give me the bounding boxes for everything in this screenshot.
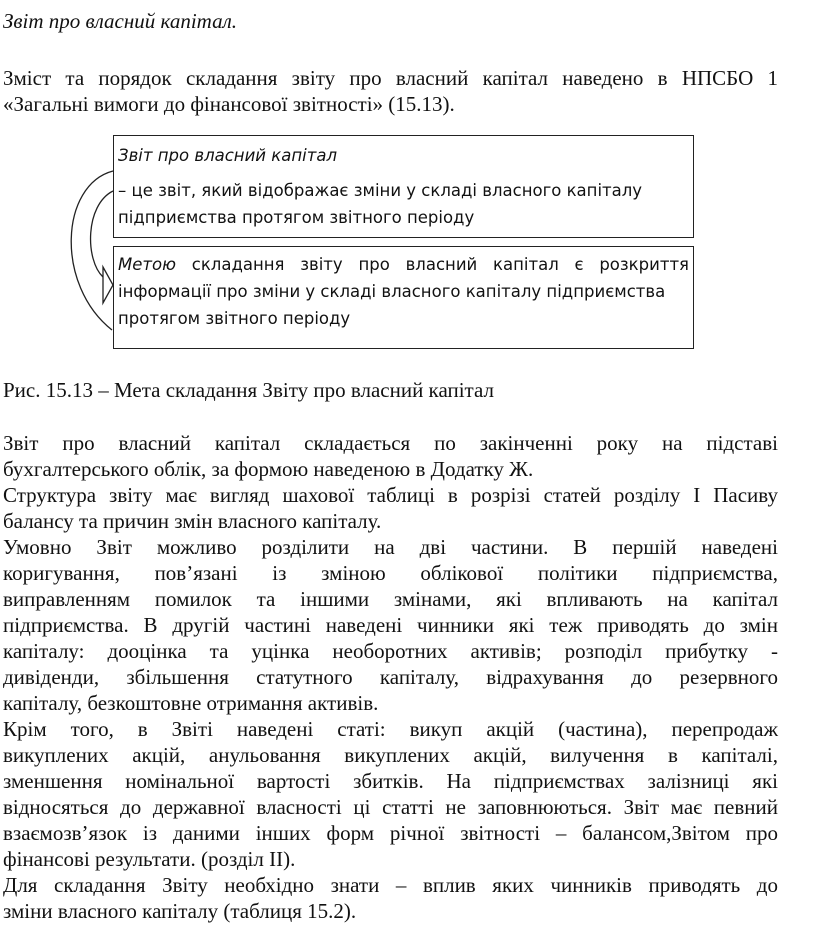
intro-line: «Загальні вимоги до фінансової звітності» (15.13).: [3, 92, 455, 116]
definition-box: [113, 135, 694, 238]
body-line: зміни власного капіталу (таблиця 15.2).: [3, 899, 357, 923]
arrow-head: [103, 267, 113, 303]
body-line: коригування, пов’язані із зміною облікової політики підприємства,: [3, 561, 778, 585]
body-line: Крім того, в Звіті наведені статі: викуп акцій (частина), перепродаж: [3, 717, 778, 741]
body-line: балансу та причин змін власного капіталу.: [3, 509, 382, 533]
body-line: викуплених акцій, анульовання викуплених акцій, вилучення в капіталі,: [3, 743, 778, 767]
body-line: виправленням помилок та іншими змінами, які впливають на капітал: [3, 587, 778, 611]
box-line: підприємства протягом звітного періоду: [118, 208, 475, 227]
box-line: протягом звітного періоду: [118, 309, 351, 328]
box-line: [118, 251, 689, 278]
box-line: інформації про зміни у складі власного капіталу підприємства: [118, 282, 666, 301]
body-line: підприємства. В другій частині наведені чинники які теж приводять до змін: [3, 613, 778, 637]
body-text: [3, 430, 778, 924]
figure-caption: Рис. 15.13 – Мета складання Звіту про власний капітал: [3, 378, 494, 402]
body-line: капіталу: дооцінка та уцінка необоротних активів; розподіл прибутку -: [3, 639, 778, 663]
box-title: Звіт про власний капітал: [118, 146, 337, 165]
purpose-box: [113, 246, 694, 349]
inner-arrow-curve: [91, 191, 113, 277]
body-line: Структура звіту має вигляд шахової таблиці в розрізі статей розділу І Пасиву: [3, 483, 778, 507]
body-line: Умовно Звіт можливо розділити на дві частини. В першій наведені: [3, 535, 778, 559]
box-line: – це звіт, який відображає зміни у складі власного капіталу: [118, 181, 643, 200]
body-line: Звіт про власний капітал складається по закінченні року на підставі: [3, 431, 778, 455]
body-line: зменшення номінальної вартості збитків. На підприємствах залізниці які: [3, 769, 778, 793]
body-line: взаємозв’язок із даними інших форм річної звітності – балансом,Звітом про: [3, 821, 778, 845]
body-line: Для складання Звіту необхідно знати – вплив яких чинників приводять до: [3, 873, 778, 897]
purpose-text: складання звіту про власний капітал є розкриття: [175, 255, 689, 274]
body-line: фінансові результати. (розділ ІІ).: [3, 847, 296, 871]
intro-line: Зміст та порядок складання звіту про власний капітал наведено в НПСБО 1: [3, 66, 778, 90]
body-line: бухгалтерського облік, за формою наведеною в Додатку Ж.: [3, 457, 534, 481]
purpose-label: Метою: [118, 255, 176, 274]
body-line: відносяться до державної власності ці статті не заповнюються. Звіт має певний: [3, 795, 778, 819]
section-heading: Звіт про власний капітал.: [3, 9, 237, 33]
body-line: дивіденди, збільшення статутного капіталу, відрахування до резервного: [3, 665, 778, 689]
body-line: капіталу, безкоштовне отримання активів.: [3, 691, 379, 715]
